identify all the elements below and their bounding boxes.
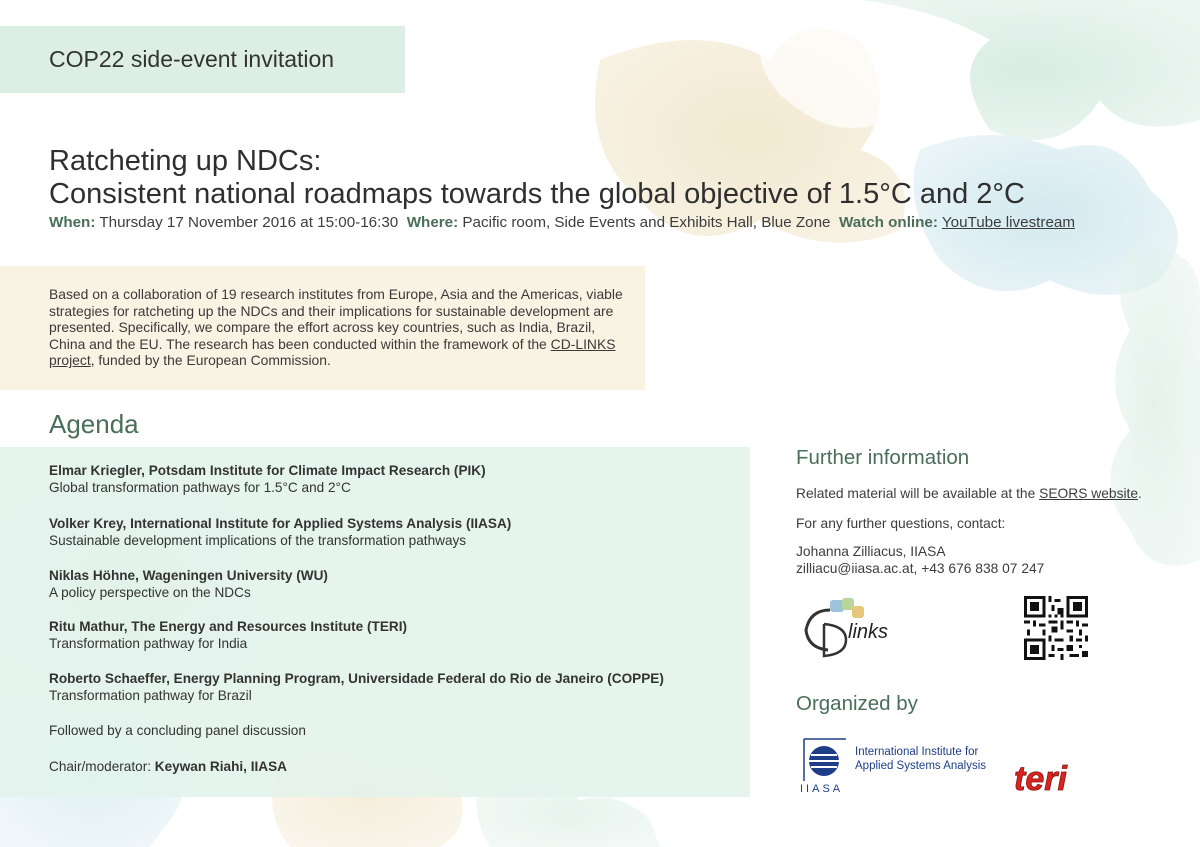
cd-links-project-link[interactable]: CD-LINKS project <box>49 335 616 369</box>
organized-by-heading: Organized by <box>796 692 918 715</box>
when-label: When: <box>49 214 96 231</box>
agenda-box <box>0 447 750 797</box>
where-label: Where: <box>406 214 459 231</box>
contact-details[interactable]: zilliacu@iiasa.ac.at, +43 676 838 07 247 <box>796 561 1045 576</box>
intro-box <box>0 266 645 390</box>
where-value: Pacific room, Side Events and Exhibits Hall, Blue Zone <box>462 214 831 231</box>
agenda-item <box>49 619 407 652</box>
contact-name: Johanna Zilliacus, IIASA <box>796 544 946 559</box>
cd-links-logo <box>800 596 910 660</box>
contact-prompt: For any further questions, contact: <box>796 516 1006 531</box>
agenda-item <box>49 568 328 601</box>
iiasa-abbreviation: IIASA <box>800 783 844 795</box>
event-tag-label: COP22 side-event invitation <box>49 46 335 72</box>
agenda-speaker: Elmar Kriegler, Potsdam Institute for Climate Impact Research (PIK) <box>49 463 486 478</box>
agenda-closing: Followed by a concluding panel discussion <box>49 723 306 738</box>
agenda-chair <box>49 759 287 774</box>
when-value: Thursday 17 November 2016 at 15:00-16:30 <box>99 214 399 231</box>
event-details <box>49 214 1075 231</box>
agenda-heading: Agenda <box>49 409 139 439</box>
chair-label: Chair/moderator: <box>49 759 151 774</box>
intro-text <box>49 286 624 369</box>
related-text-before: Related material will be available at the <box>796 486 1040 501</box>
agenda-speaker: Roberto Schaeffer, Energy Planning Program, Universidade Federal do Rio de Janeiro (COPPE) <box>49 671 664 686</box>
chair-name: Keywan Riahi, IIASA <box>154 759 287 774</box>
agenda-talk: Transformation pathway for India <box>49 635 248 651</box>
agenda-item <box>49 516 511 549</box>
qr-code[interactable] <box>1024 596 1088 660</box>
related-text-after: . <box>1138 486 1142 501</box>
c-arc-shape <box>806 610 830 650</box>
further-info-heading: Further information <box>796 446 970 469</box>
event-tag-banner <box>0 26 405 93</box>
event-title-line-1: Ratcheting up NDCs: <box>49 145 322 177</box>
iiasa-name-line-2: Applied Systems Analysis <box>855 760 987 772</box>
agenda-talk: A policy perspective on the NDCs <box>49 584 251 600</box>
agenda-speaker: Niklas Höhne, Wageningen University (WU) <box>49 568 328 583</box>
watch-label: Watch online: <box>838 214 938 231</box>
puzzle-piece-yellow <box>852 606 864 618</box>
youtube-livestream-link[interactable]: YouTube livestream <box>941 214 1075 231</box>
event-title-line-2: Consistent national roadmaps towards the global objective of 1.5°C and 2°C <box>49 178 1025 210</box>
agenda-item <box>49 463 486 496</box>
puzzle-piece-blue <box>830 600 844 612</box>
intro-text-before: Based on a collaboration of 19 research institutes from Europe, Asia and the Americas, viable strategies for ratcheting up the NDCs and their implications for sustainable development are presented. Specifically, we compare the effort across key countries, such as India, Brazil, China and the EU. The research has been conducted within the framework of the <box>49 286 623 352</box>
contact-block <box>796 543 1044 577</box>
seors-website-link[interactable]: SEORS website <box>1039 486 1139 501</box>
agenda-talk: Global transformation pathways for 1.5°C and 2°C <box>49 479 351 495</box>
agenda-talk: Transformation pathway for Brazil <box>49 687 252 703</box>
iiasa-name-line-1: International Institute for <box>855 746 979 758</box>
agenda-item <box>49 671 664 704</box>
agenda-speaker: Ritu Mathur, The Energy and Resources Institute (TERI) <box>49 619 408 634</box>
teri-wordmark: teri <box>1014 760 1067 798</box>
intro-text-after: , funded by the European Commission. <box>90 352 331 369</box>
agenda-speaker: Volker Krey, International Institute for Applied Systems Analysis (IIASA) <box>49 516 512 531</box>
agenda-talk: Sustainable development implications of the transformation pathways <box>49 532 467 548</box>
related-material-text <box>796 485 1142 502</box>
iiasa-full-name <box>855 745 986 773</box>
teri-logo <box>1012 752 1090 800</box>
event-title <box>49 145 1025 211</box>
cd-links-wordmark: links <box>848 621 889 643</box>
